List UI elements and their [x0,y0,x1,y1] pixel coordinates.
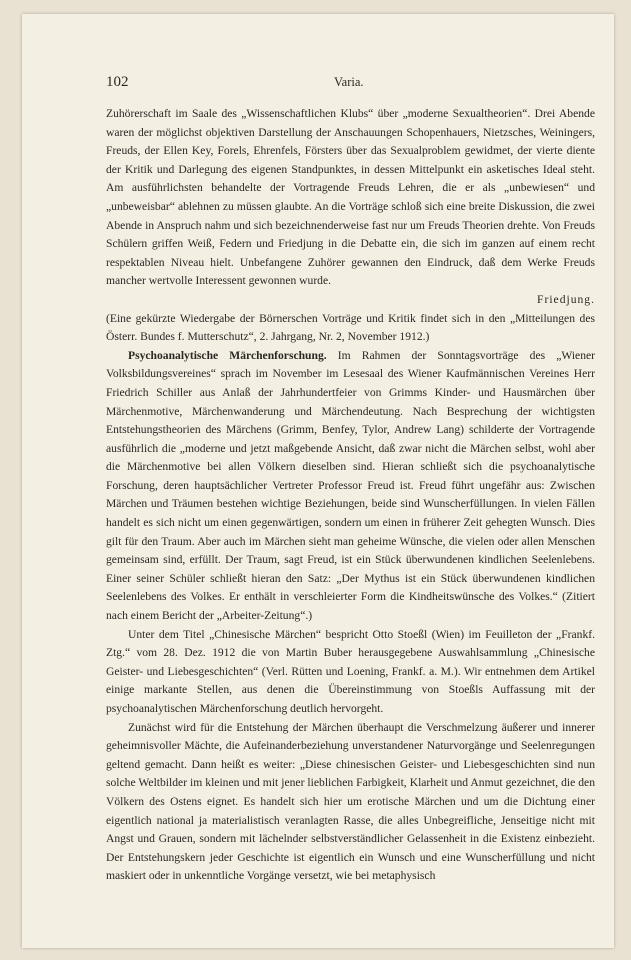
section-title: Psychoanalytische Märchenforschung. [128,348,327,362]
author-signature: Friedjung. [537,292,595,306]
paragraph-entstehung: Zunächst wird für die Entstehung der Märchen überhaupt die Verschmelzung äußerer und innerer geheimnisvoller Mächte, die Aufeinanderbeziehung unverstandener Naturvorgänge und Seelenregungen geltend gemacht. Dann heißt es weiter: „Diese chinesischen Geister- und Liebesgeschichten sind nun solche Weltbilder im kleinen und mit jener lieblichen Farbigkeit, Klarheit und Anmut gezeichnet, die den Völkern des Ostens eignet. Es handelt sich hier um erotische Märchen und um die Dichtung einer eigentlich national ja materialistisch veranlagten Rasse, die alles Unbegreifliche, Jenseitige nicht mit Angst und Grauen, sondern mit lächelnder selbstverständlicher Gelassenheit in die Existenz einbezieht. Der Entstehungskern jeder Geschichte ist eigentlich ein Wunsch und eine Wunscherfüllung und nicht maskiert oder in unkenntliche Vorgänge versetzt, wie bei metaphysisch [106,720,595,883]
section-body: Im Rahmen der Sonntagsvorträge des „Wiener Volksbildungsvereines“ sprach im November im Lesesaal des Wiener Kaufmännischen Vereines Herr Friedrich Schiller aus Anlaß der Jahrhundertfeier von Grimms Kinder- und Hausmärchen über Märchenmotive, Märchenwanderung und Märchendeutung. Nach Besprechung der wichtigsten Entstehungstheorien des Märchens (Grimm, Benfey, Tylor, Andrew Lang) schilderte der Vortragende ausführlich die „moderne und jetzt maßgebende Ansicht, daß zwar nicht die Märchen selbst, wohl aber die Märchenmotive bei allen Völkern dieselben sind. Hieran schließt sich die psychoanalytische Forschung, deren hauptsächlicher Vertreter Professor Freud ist. Freud führt ungefähr aus: Zwischen Märchen und Träumen bestehen wichtige Beziehungen, beide sind Wunscherfüllungen. In vielen Fällen handelt es sich nicht um einen gegenwärtigen, sondern um einen in früherer Zeit gehegten Wunsch. Dies gilt für den Traum. Aber auch im Märchen sieht man geheime Wünsche, die vielen oder allen Menschen gemeinsam sind, erfüllt. Der Traum, sagt Freud, ist ein Stück überwundenen kindlichen Seelenlebens. Einer seiner Schüler schließt hieran den Satz: „Der Mythus ist ein Stück überwundenen kindlichen Seelenlebens des Volkes. Er enthält in verschleierter Form die Kindheitswünsche des Volkes.“ (Zitiert nach einem Bericht der „Arbeiter-Zeitung“.) [106,348,595,623]
paragraph-maerchenforschung [106,347,595,626]
running-head: Varia. [334,75,364,89]
paragraph-chinesische-maerchen: Unter dem Titel „Chinesische Märchen“ bespricht Otto Stoeßl (Wien) im Feuilleton der „Frankf. Ztg.“ vom 28. Dez. 1912 die von Martin Buber herausgegebene Auswahlsammlung „Chinesische Geister- und Liebesgeschichten“ (Verl. Rütten und Loening, Frankf. a. M.). Wir entnehmen dem Artikel einige markante Stellen, aus denen die Übereinstimmung von Stoeßls Auffassung mit der psychoanalytischen Märchenforschung deutlich hervorgeht. [106,627,595,715]
body-text [106,105,595,886]
paragraph-klub-lecture: Zuhörerschaft im Saale des „Wissenschaftlichen Klubs“ über „moderne Sexualtheorien“. Drei Abende waren der möglichst objektiven Darstellung der Anschauungen Schopenhauers, Nietzsches, Weiningers, Freuds, der Ellen Key, Forels, Ehrenfels, Försters über das Sexualproblem gewidmet, der vierte diente der Kritik und Darlegung des eigenen Standpunktes, in dessen Mittelpunkt ein asketisches Ideal steht. Am ausführlichsten behandelte der Vortragende Freuds Lehren, die er als „unbewiesen“ und „unbeweisbar“ ablehnen zu müssen glaubte. An die Vorträge schloß sich eine breite Diskussion, die zwei Abende in Anspruch nahm und sich bezeichnenderweise fast nur um Freuds Theorien drehte. Von Freuds Schülern griffen Weiß, Federn und Friedjung in die Debatte ein, die sich im ganzen auf einem recht respektablen Niveau hielt. Unbefangene Zuhörer gewannen den Eindruck, daß dem Werke Freuds mancher wertvolle Interessent gewonnen wurde. [106,107,595,288]
page-header [106,74,595,94]
page-number: 102 [106,74,129,90]
paragraph-note: (Eine gekürzte Wiedergabe der Börnerschen Vorträge und Kritik findet sich in den „Mitteilungen des Österr. Bundes f. Mutterschutz“, 2. Jahrgang, Nr. 2, November 1912.) [106,311,595,344]
book-page [22,14,614,948]
